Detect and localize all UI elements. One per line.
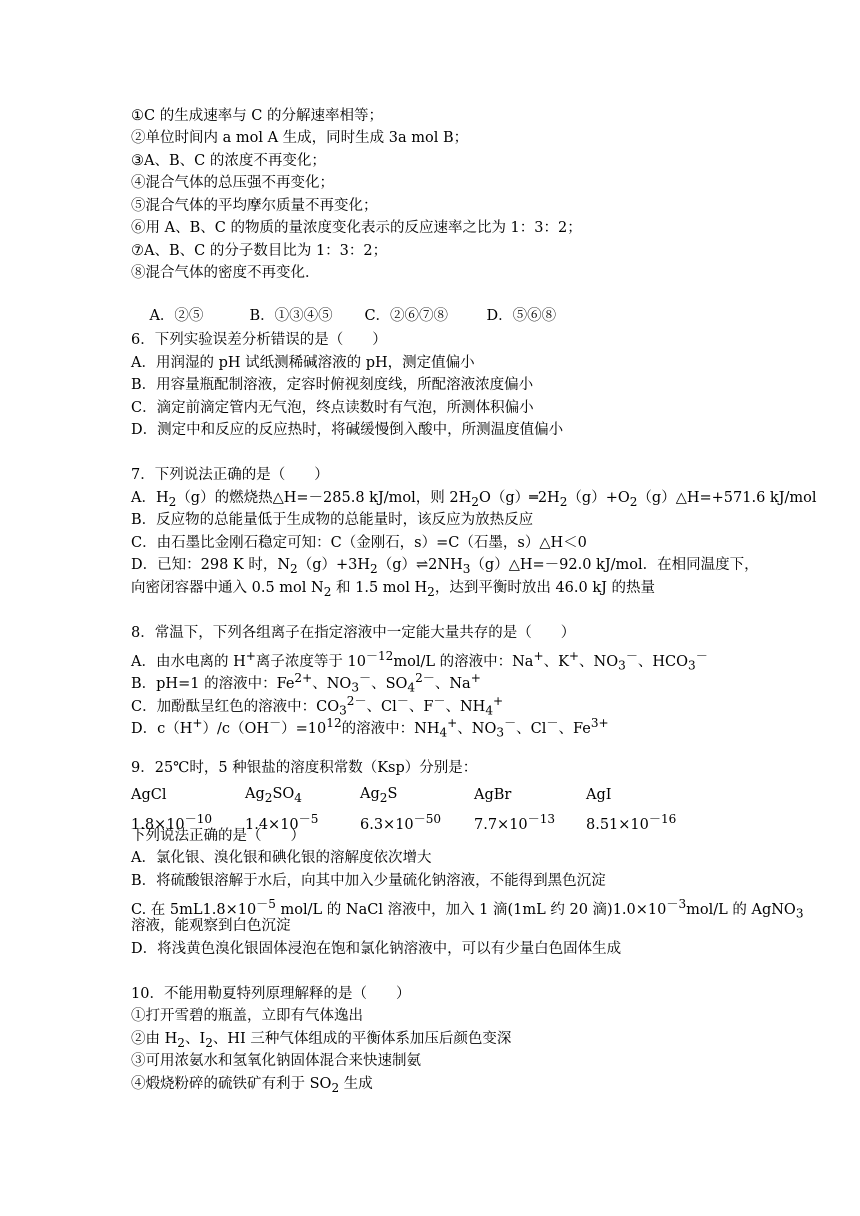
q8-stem: 8．常温下，下列各组离子在指定溶液中一定能大量共存的是（ ） bbox=[131, 625, 576, 641]
salt-agi: AgI bbox=[586, 787, 612, 803]
ksp-table-salt-row bbox=[131, 782, 686, 808]
q5-item-5: ⑤混合气体的平均摩尔质量不再变化； bbox=[131, 198, 378, 214]
q5-item-2: ②单位时间内 a mol A 生成，同时生成 3a mol B； bbox=[131, 130, 469, 146]
q7-option-c: C．由石墨比金刚石稳定可知：C（金刚石，s）=C（石墨，s）△H＜0 bbox=[131, 535, 587, 551]
q9-option-c: C. 在 $5mL1.8\times 10^{-5}$ mol/L 的 NaCl 溶液中，加入 1 滴(1mL 约 20 滴)$1.0\times 10^{-3}mol/L$ 的 AgNO$_3$ bbox=[131, 897, 804, 921]
q7-option-a: A．$H_2(g)$的燃烧热△H=－285.8 kJ/mol，则 $2H_2O(g)═2H_2(g)+O_2(g)\triangle H=+571.6$ kJ/mol bbox=[131, 490, 817, 509]
q9-option-d: D．将浅黄色溴化银固体浸泡在饱和氯化钠溶液中，可以有少量白色固体生成 bbox=[131, 941, 622, 957]
q6-option-d: D．测定中和反应的反应热时，将碱缓慢倒入酸中，所测温度值偏小 bbox=[131, 422, 564, 438]
q5-option-a: A．②⑤ bbox=[149, 308, 204, 324]
ksp-agcl: $1.8\times 10^{-10}$ bbox=[131, 811, 213, 833]
salt-ag2so4: $Ag_2SO_4$ bbox=[245, 785, 302, 805]
q10-item-4: ④煅烧粉碎的硫铁矿有利于 $SO_2$ 生成 bbox=[131, 1076, 373, 1095]
q5-option-c: C．②⑥⑦⑧ bbox=[364, 308, 449, 324]
q7-stem: 7．下列说法正确的是（ ） bbox=[131, 467, 329, 483]
q6-option-c: C．滴定前滴定管内无气泡，终点读数时有气泡，所测体积偏小 bbox=[131, 400, 534, 416]
salt-agcl: AgCl bbox=[131, 787, 167, 803]
q8-option-b: B．pH=1 的溶液中：$Fe^{2+}$、$NO_3^-$、$SO_4^{2-}$、Na+ bbox=[131, 671, 481, 695]
q9-option-b: B．将硫酸银溶解于水后，向其中加入少量硫化钠溶液，不能得到黑色沉淀 bbox=[131, 873, 606, 889]
q9-sub-stem: 下列说法正确的是（ ） bbox=[131, 828, 305, 844]
q10-item-1: ①打开雪碧的瓶盖，立即有气体逸出 bbox=[131, 1008, 363, 1024]
q6-option-a: A．用润湿的 pH 试纸测稀碱溶液的 pH，测定值偏小 bbox=[131, 355, 475, 371]
q7-option-d-cont: 向密闭容器中通入 0.5 mol $N_2$ 和 1.5 mol $H_2$，达到平衡时放出 46.0 kJ 的热量 bbox=[131, 580, 656, 599]
q5-option-d: D．⑤⑥⑧ bbox=[486, 308, 557, 324]
q8-option-c: C．加酚酞呈红色的溶液中：$CO_3^{2-}$、Cl－、F－、$NH_4^+$ bbox=[131, 694, 504, 718]
q9-stem: 9．25℃时，5 种银盐的溶度积常数（Ksp）分别是： bbox=[131, 760, 478, 776]
q8-option-d: D．$c(H^+)/c(OH^-)=10^{12}$的溶液中：$NH_4^+$、$NO_3^-$、Cl－、$Fe^{3+}$ bbox=[131, 716, 609, 740]
salt-agbr: AgBr bbox=[474, 787, 512, 803]
ksp-agbr: $7.7\times 10^{-13}$ bbox=[474, 811, 556, 833]
q10-item-2: ②由 $H_2$、$I_2$、HI 三种气体组成的平衡体系加压后颜色变深 bbox=[131, 1031, 512, 1050]
q9-option-a: A．氯化银、溴化银和碘化银的溶解度依次增大 bbox=[131, 850, 432, 866]
ksp-ag2s: $6.3\times 10^{-50}$ bbox=[360, 811, 442, 833]
salt-ag2s: $Ag_2S$ bbox=[360, 785, 398, 805]
q9-option-c-cont: 溶液，能观察到白色沉淀 bbox=[131, 918, 291, 934]
q5-option-b: B．①③④⑤ bbox=[249, 308, 333, 324]
q10-item-3: ③可用浓氨水和氢氧化钠固体混合来快速制氨 bbox=[131, 1053, 421, 1069]
q5-item-4: ④混合气体的总压强不再变化； bbox=[131, 175, 334, 191]
q5-item-8: ⑧混合气体的密度不再变化． bbox=[131, 265, 320, 281]
ksp-agi: $8.51\times 10^{-16}$ bbox=[586, 811, 677, 833]
ksp-ag2so4: $1.4\times 10^{-5}$ bbox=[245, 811, 319, 833]
q5-item-3: ③A、B、C 的浓度不再变化； bbox=[131, 153, 326, 169]
q6-option-b: B．用容量瓶配制溶液，定容时俯视刻度线，所配溶液浓度偏小 bbox=[131, 377, 534, 393]
q10-stem: 10．不能用勒夏特列原理解释的是（ ） bbox=[131, 986, 411, 1002]
q5-item-7: ⑦A、B、C 的分子数目比为 1：3：2； bbox=[131, 243, 388, 259]
q8-option-a: A．由水电离的 H+离子浓度等于 $10^{-12}mol/L$ 的溶液中：Na+、K+、$NO_3^-$、$HCO_3^-$ bbox=[131, 649, 708, 673]
q5-item-1: ①C 的生成速率与 C 的分解速率相等； bbox=[131, 108, 384, 124]
q5-item-6: ⑥用 A、B、C 的物质的量浓度变化表示的反应速率之比为 1：3：2； bbox=[131, 220, 582, 236]
q7-option-d: D．已知：298 K 时，$N_2(g)+3H_2(g)\rightleftharpoons 2NH_3(g)\triangle H=-92.0$ kJ/mol．在相同温度下， bbox=[131, 557, 759, 576]
q6-stem: 6．下列实验误差分析错误的是（ ） bbox=[131, 332, 387, 348]
q7-option-b: B．反应物的总能量低于生成物的总能量时，该反应为放热反应 bbox=[131, 512, 534, 528]
